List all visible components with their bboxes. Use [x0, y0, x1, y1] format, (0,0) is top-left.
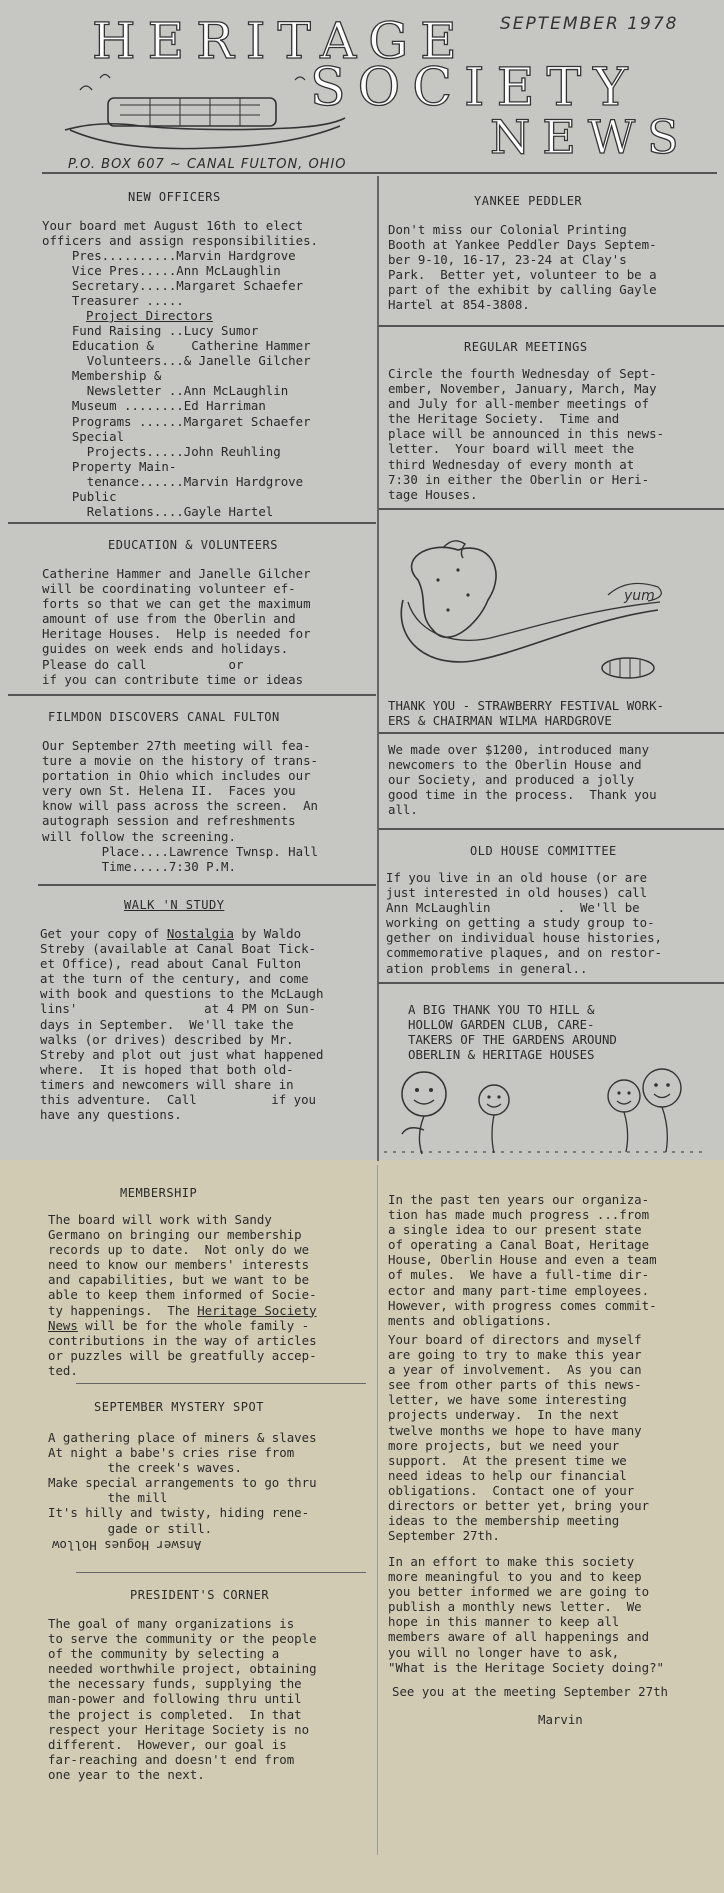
divider [378, 982, 724, 984]
presidents-closing: See you at the meeting September 27th [392, 1684, 669, 1699]
officer-secretary: Secretary.....Margaret Schaefer [42, 278, 304, 293]
walk-study-body: Get your copy of Nostalgia by Waldo Streby (available at Canal Boat Tick- et Office), read about Canal Fulton at the turn of the century, and come with book and questions to the McLaugh lins' at 4 PM on Sun- days in September. We'll take the walks (or drives) described by Mr. Streby and plot out just what happened where. It is hoped that both old- timers and newcomers will share in this adventure. Call if you have any questions. [40, 926, 324, 1123]
membership-heading: MEMBERSHIP [120, 1186, 198, 1200]
new-officers-intro: Your board met August 16th to elect officers and assign responsibilities. [42, 218, 319, 249]
strawberry-heading: THANK YOU - STRAWBERRY FESTIVAL WORK- ERS & CHAIRMAN WILMA HARDGROVE [388, 698, 665, 729]
regular-meetings-body: Circle the fourth Wednesday of Sept- ember, November, January, March, May and July for all-member meetings of the Heritage Society. Time and place will be announced in this news- letter. Your board will meet the third Wednesday of every month at 7:30 in either the Oberlin or Heri- tage Houses. [388, 366, 665, 502]
officer-vice-president: Vice Pres.....Ann McLaughlin [42, 263, 281, 278]
presidents-signature: Marvin [538, 1712, 583, 1727]
book-title-nostalgia: Nostalgia [166, 926, 234, 941]
column-divider-upper [377, 176, 379, 1161]
yankee-peddler-heading: YANKEE PEDDLER [474, 194, 583, 208]
regular-meetings-heading: REGULAR MEETINGS [464, 340, 588, 354]
flowers-sketch [384, 1060, 704, 1156]
newsletter-name-part2: News [48, 1317, 78, 1333]
column-divider-lower [377, 1165, 378, 1855]
masthead-title-society: SOCIETY [310, 58, 640, 118]
garden-club-thanks: A BIG THANK YOU TO HILL & HOLLOW GARDEN CLUB, CARE- TAKERS OF THE GARDENS AROUND OBERLIN & HERITAGE HOUSES [408, 1002, 617, 1063]
mystery-spot-riddle: A gathering place of miners & slaves At night a babe's cries rise from the creek's waves. Make special arrangements to go thru the mill It's hilly and twisty, hiding rene- gade or still. [48, 1430, 317, 1536]
masthead-rule [42, 172, 717, 174]
membership-body: The board will work with Sandy Germano on bringing our membership records up to date. Not only do we need to know our members' interests and capabilities, but we want to be able to keep them informed of Socie- ty happenings. The Heritage Society News will be for the whole family - contributions in the way of articles or puzzles will be greatfully accep- ted. [48, 1212, 317, 1378]
divider [76, 1383, 366, 1384]
divider [378, 508, 724, 510]
old-house-heading: OLD HOUSE COMMITTEE [470, 844, 617, 858]
walk-study-heading: WALK 'N STUDY [124, 898, 225, 912]
divider [38, 884, 376, 886]
divider [378, 325, 724, 327]
canal-boat-sketch [60, 60, 350, 160]
presidents-corner-p3: In an effort to make this society more meaningful to you and to keep you better informed we are going to publish a monthly news letter. We hope in this manner to keep all members aware of all happenings and you will no longer have to ask, "What is the Heritage Society doing?" [388, 1554, 665, 1675]
new-officers-heading: NEW OFFICERS [128, 190, 221, 204]
newsletter-name-part1: Heritage Society [197, 1302, 317, 1318]
filmdon-body: Our September 27th meeting will fea- ture a movie on the history of trans- portation in Ohio which includes our very own St. Helena II. Faces you know will pass across the screen. An autograph session and refreshments will follow the screening. Place....Lawrence Twnsp. Hall Time.....7:30 P.M. [42, 738, 319, 874]
education-heading: EDUCATION & VOLUNTEERS [108, 538, 278, 552]
filmdon-heading: FILMDON DISCOVERS CANAL FULTON [48, 710, 280, 724]
yum-sketch-text: yum [624, 588, 655, 604]
presidents-corner-p2: Your board of directors and myself are going to try to make this year a year of involvement. As you can see from other parts of this news- letter, we have some interesting projects underway. In the next twelve months we hope to have many more projects, but we need your support. At the present time we need ideas to help our financial obligations. Contact one of your directors or better yet, bring your ideas to the membership meeting September 27th. [388, 1332, 650, 1544]
mystery-spot-answer: Answer Hogues Hollow [52, 1538, 202, 1554]
divider [378, 828, 724, 830]
education-body: Catherine Hammer and Janelle Gilcher will be coordinating volunteer ef- forts so that we can get the maximum amount of use from the Oberlin and Heritage Houses. Help is needed for guides on week ends and holidays. Please do call or if you can contribute time or ideas [42, 566, 311, 687]
strawberry-body: We made over $1200, introduced many newcomers to the Oberlin House and our Society, and produced a jolly good time in the process. Thank you all. [388, 742, 657, 818]
divider [76, 1572, 366, 1573]
issue-date: SEPTEMBER 1978 [500, 14, 679, 34]
divider [378, 732, 724, 734]
presidents-corner-heading: PRESIDENT'S CORNER [130, 1588, 270, 1602]
project-directors-list: Fund Raising ..Lucy Sumor Education & Catherine Hammer Volunteers...& Janelle Gilcher Membership & Newsletter ..Ann McLaughlin Museum ........Ed Harriman Programs ......Margaret Schaefer Special Projects.....John Reuhling Property Main- tenance......Marvin Hardgrove Public Relations....Gayle Hartel [71, 323, 311, 520]
mailing-address: P.O. BOX 607 ~ CANAL FULTON, OHIO [68, 157, 347, 172]
presidents-corner-body: The goal of many organizations is to serve the community or the people of the community by selecting a needed worthwhile project, obtaining the necessary funds, supplying the man-power and following thru until the project is completed. In that respect your Heritage Society is no different. However, our goal is far-reaching and doesn't end from one year to the next. [48, 1616, 317, 1782]
divider [8, 522, 376, 524]
masthead-title-news: NEWS [490, 110, 691, 164]
presidents-corner-p1: In the past ten years our organiza- tion has made much progress ...from a single idea to our present state of operating a Canal Boat, Heritage House, Oberlin House and even a team of mules. We have a full-time dir- ector and many part-time employees. However, with progress comes commit- ments and obligations. [388, 1192, 657, 1328]
old-house-body: If you live in an old house (or are just interested in old houses) call Ann McLaughlin . We'll be working on getting a study group to- gether on individual house histories, commemorative plaques, and on restor- ation problems in general.. [386, 870, 663, 976]
project-directors-subheading: Project Directors [86, 308, 213, 323]
strawberry-spoon-sketch [388, 540, 688, 690]
officer-treasurer: Treasurer ..... [42, 293, 184, 308]
mystery-spot-heading: SEPTEMBER MYSTERY SPOT [94, 1400, 264, 1414]
masthead-title-heritage: HERITAGE [92, 12, 469, 70]
officer-president: Pres..........Marvin Hardgrove [42, 248, 296, 263]
divider [8, 694, 376, 696]
yankee-peddler-body: Don't miss our Colonial Printing Booth at Yankee Peddler Days Septem- ber 9-10, 16-17, 23-24 at Clay's Park. Better yet, volunteer to be a part of the exhibit by calling Gayle Hartel at 854-3808. [388, 222, 657, 313]
